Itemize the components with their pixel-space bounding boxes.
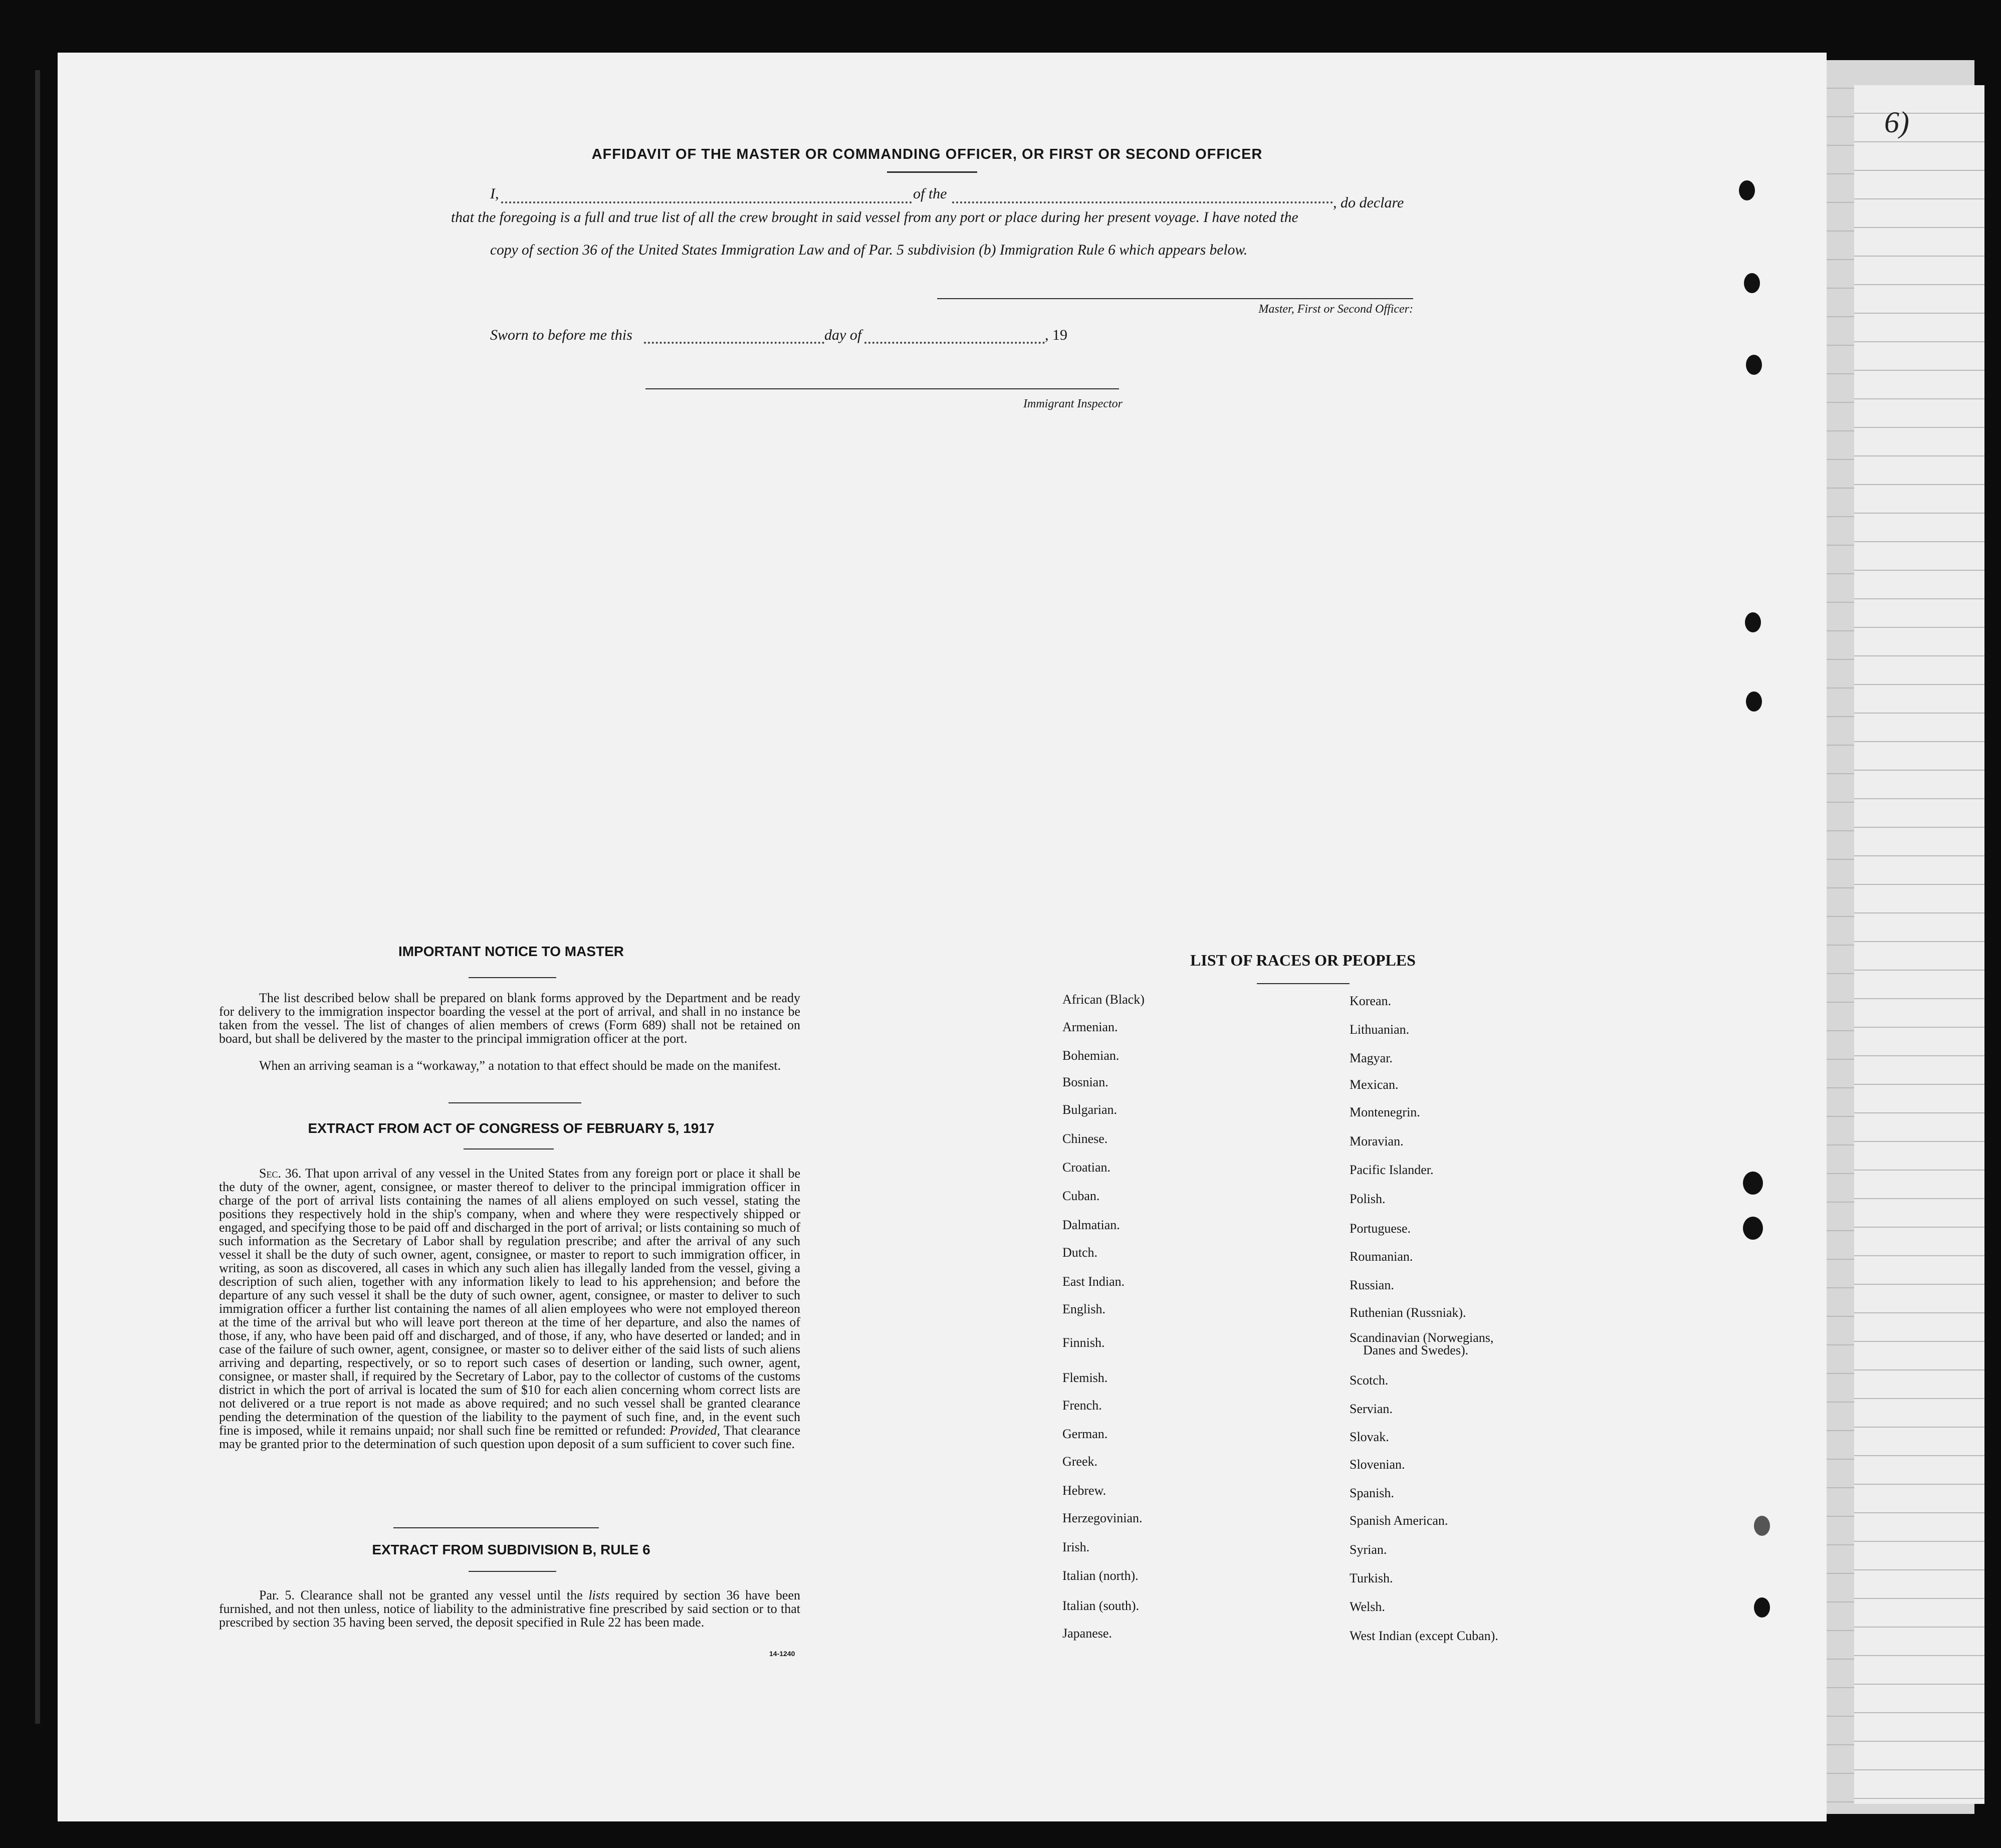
day-of-label: day of — [824, 327, 862, 343]
race-item: Polish. — [1350, 1192, 1386, 1206]
punch-hole — [1746, 355, 1762, 375]
race-item: Montenegrin. — [1350, 1105, 1420, 1119]
punch-hole — [1743, 1172, 1763, 1195]
punch-hole — [1746, 691, 1762, 712]
race-item: Greek. — [1062, 1454, 1098, 1469]
race-item: Korean. — [1350, 994, 1392, 1008]
punch-hole — [1754, 1597, 1770, 1618]
race-item: Japanese. — [1062, 1626, 1112, 1641]
act-section-36 — [219, 1167, 800, 1451]
rule-paragraph — [219, 1588, 800, 1629]
vessel-name-field[interactable] — [952, 201, 1333, 203]
race-item: Bohemian. — [1062, 1048, 1120, 1063]
affidavit-body-line1: that the foregoing is a full and true list of all the crew brought in said vessel from any port or place during her present voyage. I have noted the — [451, 209, 1298, 225]
of-the-label: of the — [913, 185, 947, 202]
race-item: Dutch. — [1062, 1245, 1098, 1260]
section-label: Sec. 36. — [259, 1166, 302, 1181]
race-item: Irish. — [1062, 1540, 1090, 1554]
race-item: Russian. — [1350, 1278, 1394, 1292]
race-item: Scotch. — [1350, 1373, 1389, 1388]
affidavit-body-line2: copy of section 36 of the United States Immigration Law and of Par. 5 subdivision (b) Immigration Rule 6 which appears below. — [490, 242, 1248, 258]
race-item: Armenian. — [1062, 1020, 1118, 1034]
rule-part1: Par. 5. Clearance shall not be granted any vessel until the — [259, 1588, 583, 1602]
race-item: Servian. — [1350, 1402, 1393, 1416]
affidavit-title: AFFIDAVIT OF THE MASTER OR COMMANDING OFFICER, OR FIRST OR SECOND OFFICER — [591, 146, 1263, 162]
sworn-day-field[interactable] — [644, 342, 824, 344]
master-signature-label: Master, First or Second Officer: — [1258, 303, 1413, 316]
rule-part2: required by section 36 have been furnished, and not then unless, notice of liability to the administrative fine prescribed by said section or to that prescribed by section 35 having been served, the deposit specified in Rule 22 has been made. — [219, 1588, 800, 1630]
act-end-rule — [393, 1527, 599, 1528]
race-item: Italian (south). — [1062, 1598, 1140, 1613]
race-item: West Indian (except Cuban). — [1350, 1629, 1498, 1643]
binding-strip — [35, 70, 40, 1724]
master-signature-line[interactable] — [937, 298, 1413, 299]
race-item: Pacific Islander. — [1350, 1163, 1434, 1177]
punch-hole — [1754, 1516, 1770, 1536]
races-title: LIST OF RACES OR PEOPLES — [1190, 951, 1416, 969]
race-item-continuation: Danes and Swedes). — [1363, 1343, 1469, 1357]
race-item: Lithuanian. — [1350, 1022, 1410, 1037]
races-rule — [1257, 983, 1350, 984]
punch-hole — [1739, 180, 1755, 200]
notice-title: IMPORTANT NOTICE TO MASTER — [398, 944, 624, 959]
race-item: Portuguese. — [1350, 1221, 1411, 1236]
race-item: Dalmatian. — [1062, 1218, 1120, 1232]
race-item: German. — [1062, 1427, 1108, 1441]
race-item: Croatian. — [1062, 1160, 1111, 1175]
race-item: African (Black) — [1062, 992, 1145, 1007]
race-item: Turkish. — [1350, 1571, 1393, 1585]
punch-hole — [1744, 273, 1760, 293]
form-number: 14-1240 — [769, 1650, 795, 1658]
act-body-end: That clearance may be granted prior to the determination of such question upon deposit of a sum sufficient to cover such fine. — [219, 1423, 801, 1451]
sworn-label: Sworn to before me this — [490, 327, 632, 343]
race-item: Bulgarian. — [1062, 1102, 1118, 1117]
notice-paragraph-2: When an arriving seaman is a “workaway,” a notation to that effect should be made on the manifest. — [259, 1058, 781, 1073]
race-item: English. — [1062, 1302, 1105, 1316]
race-item: Slovenian. — [1350, 1457, 1405, 1472]
race-item: Italian (north). — [1062, 1568, 1139, 1583]
act-rule — [464, 1148, 554, 1149]
rule-rule — [469, 1571, 556, 1572]
master-name-field[interactable] — [501, 201, 912, 203]
race-item: Cuban. — [1062, 1189, 1100, 1203]
rule-title: EXTRACT FROM SUBDIVISION B, RULE 6 — [372, 1542, 650, 1557]
notice-end-rule — [449, 1102, 581, 1103]
race-item: Chinese. — [1062, 1131, 1108, 1146]
notice-paragraph-1: The list described below shall be prepared on blank forms approved by the Department and be ready for delivery to the immigration inspector boarding the vessel at the port of arrival, and shall in no instance be taken from the vessel. The list of changes of alien members of crews (Form 689) shall not be retained on board, but shall be delivered by the master to the principal immigration officer at the port. — [219, 991, 800, 1046]
act-body: That upon arrival of any vessel in the United States from any foreign port or place it shall be the duty of the owner, agent, consignee, or master thereof to deliver to the principal immigration officer in charge of the port of arrival lists containing the names of all aliens employed on such vessel, stating the positions they respectively hold in the ship's company, when and where they were respectively shipped or engaged, and specifying those to be paid off and discharged in the port of arrival; or lists containing so much of such information as the Secretary of Labor shall by regulation prescribe; and after the arrival of any such vessel it shall be the duty of such owner, agent, consignee, or master to report to such immigration officer, in writing, as soon as discovered, all cases in which any such alien has illegally landed from the vessel, giving a description of such alien, together with any information likely to lead to his apprehension; and before the departure of any such vessel it shall be the duty of such owner, agent, consignee, or master to deliver to such immigration officer a further list containing the names of all alien employees who were not employed thereon at the time of the arrival but who will leave port thereon at the time of her departure, and also the names of those, if any, who have been paid off and discharged, and of those, if any, who have deserted or landed; and in case of the failure of such owner, agent, consignee, or master so to deliver either of the said lists of such aliens arriving and departing, respectively, or so to report such cases of desertion or landing, such owner, agent, consignee, or master shall, if required by the Secretary of Labor, pay to the collector of customs of the customs district in which the port of arrival is located the sum of $10 for each alien concerning whom correct lists are not delivered or a true report is not made as above required; and no such vessel shall be granted clearance pending the determination of the question of the liability to the payment of such fine, and, in the event such fine is imposed, while it remains unpaid; nor shall such fine be remitted or refunded: — [219, 1166, 800, 1438]
punch-hole — [1743, 1217, 1763, 1240]
race-item: Bosnian. — [1062, 1075, 1108, 1089]
race-item: Spanish American. — [1350, 1513, 1448, 1528]
year-label: , 19 — [1045, 327, 1067, 343]
race-item: Hebrew. — [1062, 1483, 1106, 1498]
race-item: French. — [1062, 1398, 1102, 1413]
provided-word: Provided, — [670, 1423, 721, 1438]
race-item: Welsh. — [1350, 1599, 1385, 1614]
race-item: Herzegovinian. — [1062, 1511, 1143, 1525]
race-item: Spanish. — [1350, 1486, 1394, 1500]
sworn-month-field[interactable] — [864, 342, 1045, 344]
do-declare-label: , do declare — [1333, 194, 1404, 211]
inspector-label: Immigrant Inspector — [1023, 397, 1123, 410]
race-item: Moravian. — [1350, 1134, 1404, 1148]
race-item: Ruthenian (Russniak). — [1350, 1305, 1466, 1320]
race-item: Scandinavian (Norwegians, — [1350, 1330, 1494, 1345]
race-item: East Indian. — [1062, 1274, 1125, 1289]
title-rule — [887, 171, 977, 173]
race-item: Magyar. — [1350, 1051, 1393, 1065]
punch-hole — [1745, 612, 1761, 632]
race-item: Roumanian. — [1350, 1249, 1413, 1264]
lists-word: lists — [588, 1588, 610, 1602]
underlying-manifest-sheet — [1854, 85, 1984, 1804]
race-item: Flemish. — [1062, 1370, 1108, 1385]
inspector-signature-line[interactable] — [645, 388, 1119, 389]
race-item: Mexican. — [1350, 1077, 1399, 1092]
notice-rule — [469, 977, 556, 978]
page-number-mark: 6) — [1884, 106, 1909, 139]
race-item: Slovak. — [1350, 1430, 1389, 1444]
race-item: Finnish. — [1062, 1335, 1105, 1350]
act-title: EXTRACT FROM ACT OF CONGRESS OF FEBRUARY 5, 1917 — [308, 1120, 715, 1136]
i-label: I, — [490, 185, 499, 202]
race-item: Syrian. — [1350, 1542, 1387, 1557]
